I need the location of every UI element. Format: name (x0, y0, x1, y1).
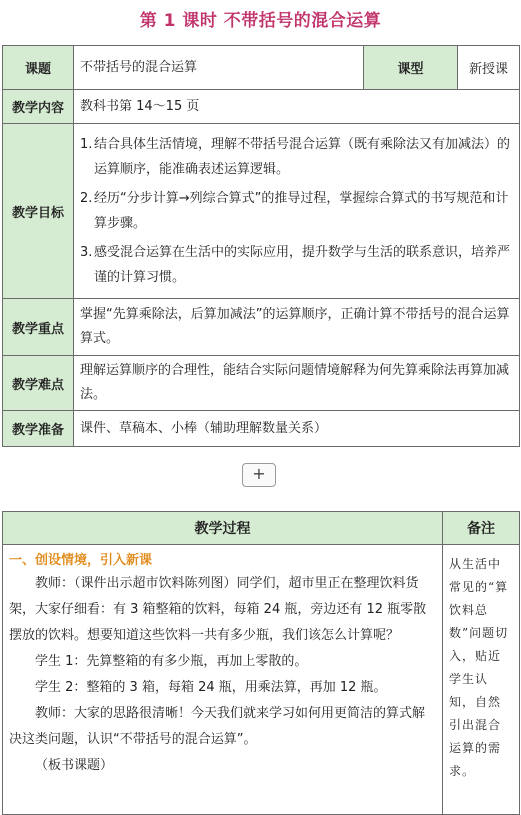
process-table (2, 511, 520, 815)
topic-label: 课题 (3, 46, 74, 90)
note-cell (443, 545, 520, 815)
lesson-info-table (2, 45, 520, 447)
type-label: 课型 (364, 46, 458, 90)
note-header: 备注 (443, 512, 520, 545)
content-label: 教学内容 (3, 90, 74, 124)
page-title: 第 1 课时 不带括号的混合运算 (139, 11, 382, 31)
key-label: 教学重点 (3, 299, 74, 356)
goal-item: 3. 感受混合运算在生活中的实际应用，提升数学与生活的联系意识，培养严谨的计算习惯。 (80, 245, 511, 285)
key-row (3, 299, 520, 356)
paragraph: （板书课题） (35, 758, 114, 773)
goals-row (3, 124, 520, 299)
note-text: 从生活中常见的“算饮料总数”问题切入，贴近学生认知，自然引出混合运算的需求。 (449, 557, 509, 778)
add-row-button[interactable]: + (242, 463, 276, 487)
prep-row (3, 411, 520, 447)
difficulty-value: 理解运算顺序的合理性，能结合实际问题情境解释为何先算乘除法再算加减法。 (74, 356, 520, 411)
type-value: 新授课 (458, 46, 520, 90)
goals-label: 教学目标 (3, 124, 74, 299)
topic-value: 不带括号的混合运算 (74, 46, 364, 90)
goal-item: 2. 经历“分步计算→列综合算式”的推导过程，掌握综合算式的书写规范和计算步骤。 (80, 191, 509, 231)
prep-label: 教学准备 (3, 411, 74, 447)
paragraph: 学生 2：整箱的 3 箱，每箱 24 瓶，用乘法算，再加 12 瓶。 (35, 680, 387, 695)
process-body-row (3, 545, 520, 815)
goal-item: 1. 结合具体生活情境，理解不带括号混合运算（既有乘除法又有加减法）的运算顺序，能准确表述运算逻辑。 (80, 137, 511, 177)
paragraph: 教师：（课件出示超市饮料陈列图）同学们，超市里正在整理饮料货架，大家仔细看：有 3 箱整箱的饮料，每箱 24 瓶，旁边还有 12 瓶零散摆放的饮料。想要知道这些饮料一共有多少瓶，我们该怎么计算呢？ (9, 576, 427, 643)
difficulty-row (3, 356, 520, 411)
paragraph: 教师：大家的思路很清晰！今天我们就来学习如何用更简洁的算式解决这类问题，认识“不带括号的混合运算”。 (9, 706, 426, 747)
topic-row (3, 46, 520, 90)
key-value: 掌握“先算乘除法，后算加减法”的运算顺序，正确计算不带括号的混合运算算式。 (74, 299, 520, 356)
goals-cell (74, 124, 520, 299)
paragraph: 学生 1：先算整箱的有多少瓶，再加上零散的。 (35, 654, 308, 669)
process-header: 教学过程 (3, 512, 443, 545)
prep-value: 课件、草稿本、小棒（辅助理解数量关系） (74, 411, 520, 447)
content-row (3, 90, 520, 124)
section-title: 一、创设情境，引入新课 (9, 553, 153, 568)
content-value: 教科书第 14～15 页 (74, 90, 520, 124)
process-content (3, 545, 443, 815)
process-header-row (3, 512, 520, 545)
difficulty-label: 教学难点 (3, 356, 74, 411)
